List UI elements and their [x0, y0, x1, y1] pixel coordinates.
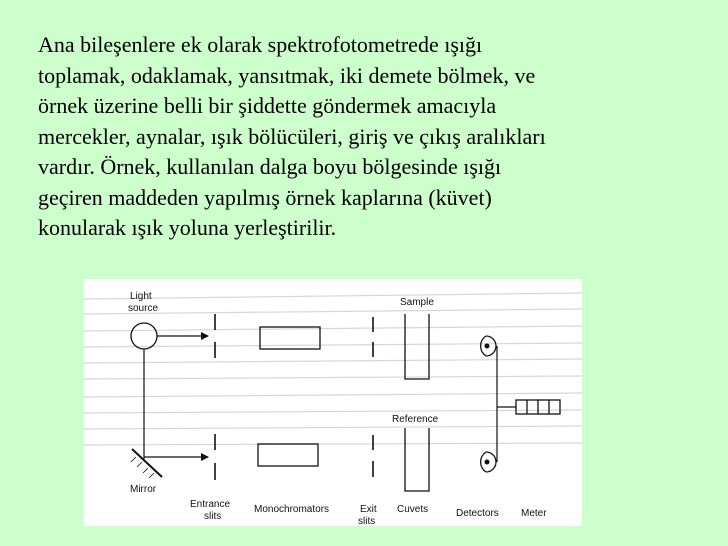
label-exit-slits: Exit — [360, 504, 377, 515]
label-monochromators: Monochromators — [254, 504, 330, 515]
label-entrance-slits: Entrance — [190, 499, 231, 510]
paragraph-line: vardır. Örnek, kullanılan dalga boyu bölgesinde ışığı — [38, 154, 502, 179]
label-detectors: Detectors — [456, 508, 499, 519]
paragraph — [38, 30, 713, 244]
label-light-source: Light — [130, 291, 152, 302]
label-exit-slits: slits — [358, 516, 376, 526]
cuvet-sample — [405, 314, 429, 379]
light-source — [131, 323, 157, 349]
mirror — [132, 449, 162, 477]
paragraph-line: örnek üzerine belli bir şiddette göndermek amacıyla — [38, 93, 497, 118]
paragraph-line: konularak ışık yoluna yerleştirilir. — [38, 215, 337, 240]
paragraph-line: geçiren maddeden yapılmış örnek kaplarına (küvet) — [38, 184, 492, 210]
spectrophotometer-diagram — [84, 279, 582, 526]
label-reference: Reference — [392, 414, 439, 425]
meter — [516, 400, 560, 414]
label-mirror: Mirror — [130, 484, 157, 495]
label-entrance-slits: slits — [204, 511, 222, 522]
paragraph-line: toplamak, odaklamak, yansıtmak, iki demete bölmek, ve — [38, 62, 536, 88]
monochromator-lower — [258, 444, 318, 466]
cuvet-reference — [405, 428, 429, 491]
label-sample: Sample — [400, 297, 434, 308]
background-texture — [84, 293, 582, 445]
paragraph-line: Ana bileşenlere ek olarak spektrofotometrede ışığı — [38, 32, 483, 57]
paragraph-line: mercekler, aynalar, ışık bölücüleri, giriş ve çıkış aralıkları — [38, 123, 546, 149]
label-light-source: source — [128, 303, 159, 314]
label-meter: Meter — [521, 508, 547, 519]
label-cuvets: Cuvets — [397, 504, 429, 515]
